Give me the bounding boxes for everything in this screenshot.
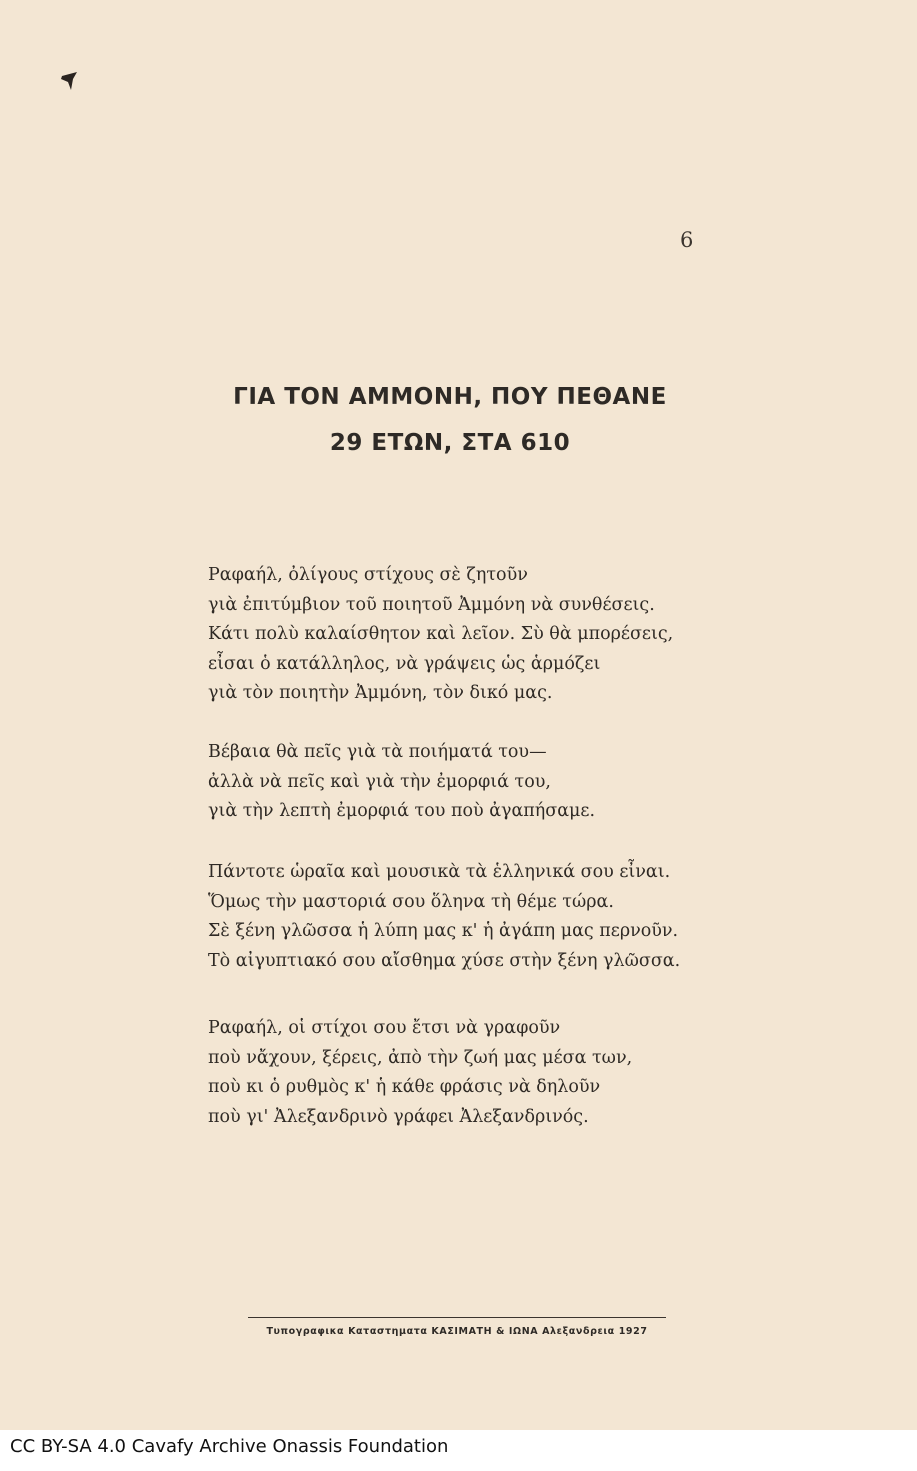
page-number: 6 xyxy=(680,228,694,252)
poem-title-line-2: 29 ΕΤΩΝ, ΣΤΑ 610 xyxy=(329,430,571,456)
license-credit: CC BY-SA 4.0 Cavafy Archive Onassis Foundation xyxy=(10,1436,449,1457)
poem-line: Κάτι πολὺ καλαίσθητον καὶ λεῖον. Σὺ θὰ μπορέσεις, xyxy=(208,624,674,644)
poem-line: Βέβαια θὰ πεῖς γιὰ τὰ ποιήματά του— xyxy=(208,742,547,762)
poem-line: γιὰ τὸν ποιητὴν Ἀμμόνη, τὸν δικό μας. xyxy=(208,683,553,703)
ink-blot-mark xyxy=(60,70,80,92)
printer-imprint: Τυπογραφικα Καταστηματα ΚΑΣΙΜΑΤΗ & ΙΩΝΑ Αλεξανδρεια 1927 xyxy=(266,1326,648,1337)
poem-line: Σὲ ξένη γλῶσσα ἡ λύπη μας κ' ἡ ἀγάπη μας περνοῦν. xyxy=(208,921,679,941)
poem-line: ποὺ κι ὁ ρυθμὸς κ' ἡ κάθε φράσις νὰ δηλοῦν xyxy=(208,1077,601,1097)
poem-line: Ραφαήλ, ὀλίγους στίχους σὲ ζητοῦν xyxy=(208,565,528,585)
stanza-4 xyxy=(208,1014,748,1132)
poem-line: γιὰ τὴν λεπτὴ ἐμορφιά του ποὺ ἀγαπήσαμε. xyxy=(208,801,596,821)
poem-line: Ὅμως τὴν μαστοριά σου ὅληνα τὴ θέμε τώρα. xyxy=(208,891,614,912)
poem-line: εἶσαι ὁ κατάλληλος, νὰ γράψεις ὡς ἁρμόζει xyxy=(208,653,601,674)
stanza-2 xyxy=(208,738,748,827)
poem-line: γιὰ ἐπιτύμβιον τοῦ ποιητοῦ Ἀμμόνη νὰ συνθέσεις. xyxy=(208,594,655,615)
poem-line: ποὺ γι' Ἀλεξανδρινὸ γράφει Ἀλεξανδρινός. xyxy=(208,1106,589,1127)
poem-line: ποὺ νἄχουν, ξέρεις, ἀπὸ τὴν ζωή μας μέσα των, xyxy=(208,1047,633,1068)
poem-line: Τὸ αἰγυπτιακό σου αἴσθημα χύσε στὴν ξένη γλῶσσα. xyxy=(208,950,681,971)
stanza-1 xyxy=(208,561,748,709)
stanza-3 xyxy=(208,858,748,976)
poem-line: Πάντοτε ὡραῖα καὶ μουσικὰ τὰ ἑλληνικά σου εἶναι. xyxy=(208,862,671,882)
poem-line: Ραφαήλ, οἱ στίχοι σου ἔτσι νὰ γραφοῦν xyxy=(208,1018,561,1038)
poem-line: ἀλλὰ νὰ πεῖς καὶ γιὰ τὴν ἐμορφιά του, xyxy=(208,771,551,792)
poem-title-line-1: ΓΙΑ ΤΟΝ ΑΜΜΟΝΗ, ΠΟΥ ΠΕΘΑΝΕ xyxy=(233,384,667,410)
footer-divider xyxy=(248,1317,666,1318)
